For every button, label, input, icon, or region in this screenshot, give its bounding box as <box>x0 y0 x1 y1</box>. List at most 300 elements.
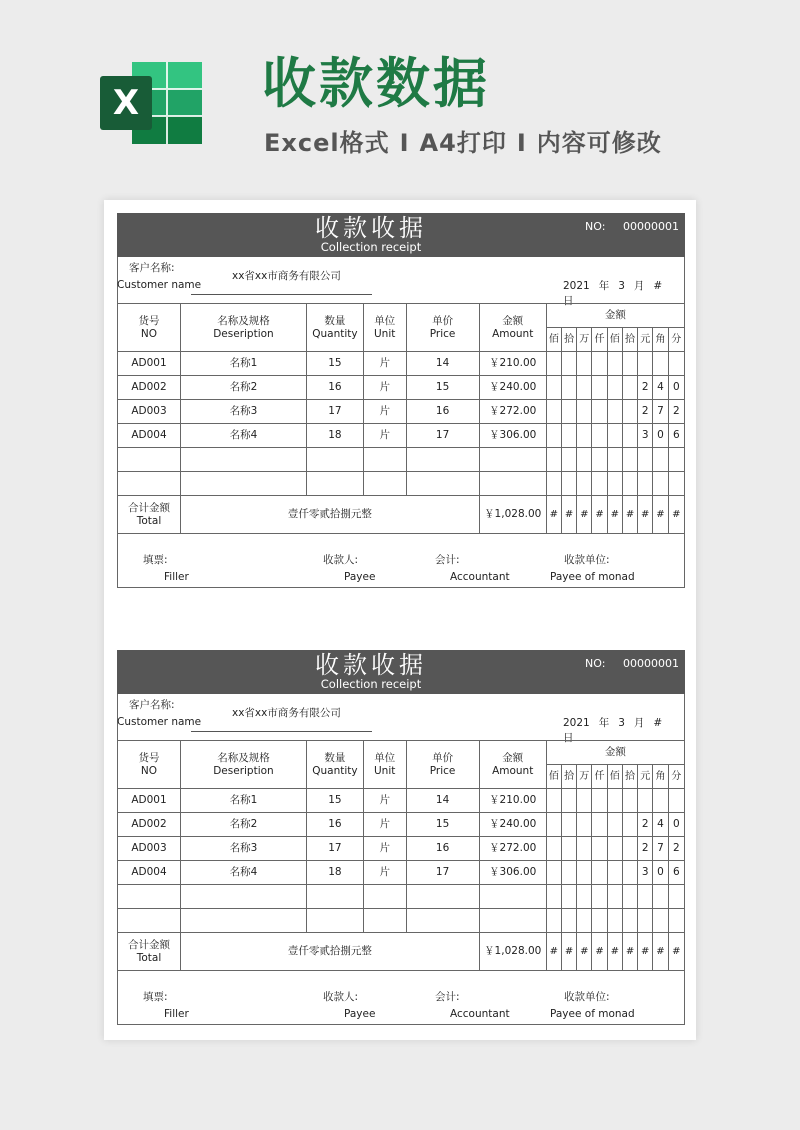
digit-cell[interactable] <box>546 861 561 885</box>
digit-header: 分 <box>668 328 684 352</box>
col-name-header: 名称及规格 Deseription <box>180 304 306 352</box>
digit-cell[interactable] <box>653 352 668 376</box>
empty-cell[interactable] <box>306 909 363 933</box>
excel-logo-icon <box>98 58 208 148</box>
total-digit-cell[interactable]: # <box>592 933 607 971</box>
digit-cell[interactable]: 6 <box>668 861 684 885</box>
item-amount[interactable]: ￥210.00 <box>479 789 546 813</box>
item-quantity[interactable]: 15 <box>306 789 363 813</box>
digit-header: 元 <box>638 765 653 789</box>
empty-cell[interactable] <box>592 909 607 933</box>
date-day-unit: 日 <box>563 732 574 744</box>
total-digit-cell[interactable]: # <box>561 496 576 534</box>
digit-header: 万 <box>577 328 592 352</box>
digit-cell[interactable] <box>546 424 561 448</box>
item-code[interactable]: AD003 <box>118 400 181 424</box>
item-quantity[interactable]: 17 <box>306 400 363 424</box>
empty-row <box>118 448 685 472</box>
customer-label-en: Customer name <box>117 716 202 728</box>
digit-header: 拾 <box>622 328 637 352</box>
col-code-header: 货号 NO <box>118 741 181 789</box>
total-amount[interactable]: ￥1,028.00 <box>479 496 546 534</box>
total-in-words[interactable]: 壹仟零贰拾捌元整 <box>180 496 479 534</box>
digit-cell[interactable] <box>561 352 576 376</box>
customer-name-field[interactable]: xx省xx市商务有限公司 <box>232 707 341 719</box>
digit-cell[interactable]: 2 <box>638 400 653 424</box>
empty-cell[interactable] <box>622 885 637 909</box>
empty-cell[interactable] <box>638 448 653 472</box>
digit-cell[interactable]: 2 <box>668 837 684 861</box>
digit-cell[interactable] <box>622 424 637 448</box>
digit-cell[interactable] <box>668 789 684 813</box>
empty-cell[interactable] <box>561 448 576 472</box>
empty-cell[interactable] <box>306 885 363 909</box>
item-unit[interactable]: 片 <box>363 813 406 837</box>
digit-cell[interactable] <box>622 813 637 837</box>
digit-cell[interactable] <box>638 789 653 813</box>
item-amount[interactable]: ￥272.00 <box>479 837 546 861</box>
item-amount[interactable]: ￥306.00 <box>479 861 546 885</box>
border-bottom <box>117 1024 685 1025</box>
item-quantity[interactable]: 15 <box>306 352 363 376</box>
empty-cell[interactable] <box>638 885 653 909</box>
digit-cell[interactable] <box>592 400 607 424</box>
col-price-header: 单价 Price <box>406 741 479 789</box>
date-month: 3 <box>618 717 625 729</box>
empty-cell[interactable] <box>363 885 406 909</box>
empty-cell[interactable] <box>180 885 306 909</box>
empty-cell[interactable] <box>577 448 592 472</box>
item-price[interactable]: 16 <box>406 400 479 424</box>
col-unit-header: 单位 Unit <box>363 304 406 352</box>
item-name[interactable]: 名称1 <box>180 789 306 813</box>
receipt <box>117 650 685 1025</box>
receipt-no-label: NO: <box>585 657 606 670</box>
empty-cell[interactable] <box>638 909 653 933</box>
signature-label-cn: 收款人: <box>323 554 359 566</box>
digit-cell[interactable] <box>561 861 576 885</box>
total-digit-cell[interactable]: # <box>668 933 684 971</box>
total-label-cn: 合计金额 <box>127 938 170 951</box>
digit-cell[interactable]: 0 <box>653 424 668 448</box>
digit-cell[interactable] <box>622 376 637 400</box>
signature-label-cn: 收款单位: <box>564 554 610 566</box>
digit-cell[interactable] <box>607 400 622 424</box>
item-amount[interactable]: ￥240.00 <box>479 813 546 837</box>
digit-cell[interactable] <box>577 400 592 424</box>
feature-line <box>264 128 662 158</box>
digit-cell[interactable]: 0 <box>668 813 684 837</box>
empty-cell[interactable] <box>607 885 622 909</box>
feature-a4-print: A4打印 <box>419 129 507 157</box>
empty-cell[interactable] <box>607 472 622 496</box>
item-amount[interactable]: ￥306.00 <box>479 424 546 448</box>
digit-cell[interactable] <box>592 352 607 376</box>
total-label <box>118 933 181 971</box>
empty-cell[interactable] <box>653 472 668 496</box>
item-quantity[interactable]: 16 <box>306 813 363 837</box>
signature-label-en: Filler <box>164 1008 189 1020</box>
col-digits-header: 金额 <box>546 741 684 765</box>
digit-cell[interactable] <box>561 424 576 448</box>
receipt-title-en: Collection receipt <box>320 677 422 691</box>
item-amount[interactable]: ￥210.00 <box>479 352 546 376</box>
total-digit-cell[interactable]: # <box>607 496 622 534</box>
receipt-title-cn: 收款收据 <box>315 214 427 242</box>
digit-cell[interactable]: 7 <box>653 400 668 424</box>
date-month-unit: 月 <box>633 280 645 292</box>
col-name-header: 名称及规格 Deseription <box>180 741 306 789</box>
digit-header: 元 <box>638 328 653 352</box>
digit-cell[interactable] <box>577 813 592 837</box>
col-amount-header: 金额 Amount <box>479 304 546 352</box>
item-code[interactable]: AD001 <box>118 789 181 813</box>
empty-cell[interactable] <box>180 909 306 933</box>
item-code[interactable]: AD002 <box>118 376 181 400</box>
empty-cell[interactable] <box>406 472 479 496</box>
empty-cell[interactable] <box>479 909 546 933</box>
total-amount[interactable]: ￥1,028.00 <box>479 933 546 971</box>
item-unit[interactable]: 片 <box>363 352 406 376</box>
signature-label-cn: 会计: <box>435 991 460 1003</box>
date-year: 2021 <box>563 280 590 292</box>
feature-separator: I <box>516 129 527 157</box>
table-row <box>118 376 685 400</box>
empty-cell[interactable] <box>607 909 622 933</box>
digit-header: 拾 <box>561 328 576 352</box>
receipt-title-cn: 收款收据 <box>315 651 427 679</box>
empty-cell[interactable] <box>668 472 684 496</box>
digit-cell[interactable] <box>607 352 622 376</box>
empty-row <box>118 885 685 909</box>
signature-label-cn: 填票: <box>143 991 168 1003</box>
empty-cell[interactable] <box>592 472 607 496</box>
digit-cell[interactable] <box>577 424 592 448</box>
item-quantity[interactable]: 18 <box>306 861 363 885</box>
empty-cell[interactable] <box>406 448 479 472</box>
digit-cell[interactable]: 6 <box>668 424 684 448</box>
digit-cell[interactable] <box>592 813 607 837</box>
signature-label-en: Payee <box>344 1008 376 1020</box>
digit-cell[interactable]: 2 <box>668 400 684 424</box>
empty-cell[interactable] <box>561 885 576 909</box>
digit-header: 角 <box>653 328 668 352</box>
feature-editable: 内容可修改 <box>536 129 662 157</box>
item-price[interactable]: 15 <box>406 376 479 400</box>
table-row <box>118 400 685 424</box>
empty-cell[interactable] <box>479 885 546 909</box>
digit-cell[interactable] <box>577 789 592 813</box>
item-unit[interactable]: 片 <box>363 837 406 861</box>
empty-cell[interactable] <box>479 472 546 496</box>
digit-header: 万 <box>577 765 592 789</box>
empty-cell[interactable] <box>546 909 561 933</box>
digit-cell[interactable] <box>592 789 607 813</box>
item-unit[interactable]: 片 <box>363 424 406 448</box>
customer-label-cn: 客户名称: <box>129 262 175 274</box>
digit-header: 佰 <box>546 328 561 352</box>
table-row <box>118 789 685 813</box>
empty-cell[interactable] <box>406 909 479 933</box>
digit-cell[interactable]: 2 <box>638 813 653 837</box>
digit-cell[interactable] <box>546 352 561 376</box>
digit-cell[interactable] <box>546 376 561 400</box>
digit-cell[interactable] <box>546 837 561 861</box>
item-name[interactable]: 名称3 <box>180 837 306 861</box>
date-day: # <box>653 717 663 729</box>
total-digit-cell[interactable]: # <box>546 933 561 971</box>
empty-cell[interactable] <box>406 885 479 909</box>
empty-row <box>118 909 685 933</box>
total-in-words[interactable]: 壹仟零贰拾捌元整 <box>180 933 479 971</box>
empty-cell[interactable] <box>592 885 607 909</box>
receipt-header <box>117 650 685 694</box>
total-digit-cell[interactable]: # <box>561 933 576 971</box>
digit-cell[interactable]: 3 <box>638 861 653 885</box>
date-day: # <box>653 280 663 292</box>
item-name[interactable]: 名称2 <box>180 813 306 837</box>
digit-cell[interactable]: 0 <box>653 861 668 885</box>
digit-cell[interactable] <box>561 789 576 813</box>
empty-cell[interactable] <box>577 885 592 909</box>
empty-cell[interactable] <box>622 909 637 933</box>
empty-cell[interactable] <box>363 448 406 472</box>
digit-cell[interactable] <box>577 352 592 376</box>
digit-cell[interactable] <box>607 837 622 861</box>
digit-cell[interactable]: 7 <box>653 837 668 861</box>
item-unit[interactable]: 片 <box>363 789 406 813</box>
empty-cell[interactable] <box>668 448 684 472</box>
empty-cell[interactable] <box>561 909 576 933</box>
empty-cell[interactable] <box>577 472 592 496</box>
receipt-header <box>117 213 685 257</box>
items-table <box>117 740 685 971</box>
item-quantity[interactable]: 16 <box>306 376 363 400</box>
empty-cell[interactable] <box>546 448 561 472</box>
item-amount[interactable]: ￥272.00 <box>479 400 546 424</box>
digit-header: 拾 <box>561 765 576 789</box>
item-code[interactable]: AD003 <box>118 837 181 861</box>
table-header-row <box>118 741 685 765</box>
receipt-title-en: Collection receipt <box>320 240 422 254</box>
digit-cell[interactable] <box>561 400 576 424</box>
item-name[interactable]: 名称4 <box>180 861 306 885</box>
digit-cell[interactable] <box>607 789 622 813</box>
item-price[interactable]: 14 <box>406 789 479 813</box>
digit-cell[interactable] <box>577 861 592 885</box>
item-name[interactable]: 名称4 <box>180 424 306 448</box>
empty-cell[interactable] <box>592 448 607 472</box>
digit-cell[interactable] <box>638 352 653 376</box>
digit-cell[interactable] <box>546 400 561 424</box>
receipt-no-value[interactable]: 00000001 <box>623 657 679 670</box>
digit-cell[interactable] <box>622 861 637 885</box>
signature-label-cn: 收款单位: <box>564 991 610 1003</box>
digit-cell[interactable]: 3 <box>638 424 653 448</box>
digit-cell[interactable] <box>546 813 561 837</box>
digit-header: 佰 <box>607 765 622 789</box>
digit-cell[interactable] <box>653 789 668 813</box>
empty-cell[interactable] <box>622 448 637 472</box>
item-code[interactable]: AD002 <box>118 813 181 837</box>
digit-cell[interactable]: 4 <box>653 376 668 400</box>
item-price[interactable]: 14 <box>406 352 479 376</box>
item-unit[interactable]: 片 <box>363 861 406 885</box>
empty-cell[interactable] <box>306 472 363 496</box>
feature-separator: I <box>399 129 410 157</box>
empty-cell[interactable] <box>622 472 637 496</box>
digit-header: 角 <box>653 765 668 789</box>
digit-cell[interactable] <box>622 837 637 861</box>
total-label-en: Total <box>136 951 162 964</box>
empty-cell[interactable] <box>546 885 561 909</box>
digit-cell[interactable] <box>607 376 622 400</box>
item-unit[interactable]: 片 <box>363 400 406 424</box>
table-header-row <box>118 304 685 328</box>
digit-cell[interactable] <box>622 352 637 376</box>
col-digits-header: 金额 <box>546 304 684 328</box>
empty-cell[interactable] <box>638 472 653 496</box>
banner <box>0 0 800 200</box>
total-digit-cell[interactable]: # <box>577 933 592 971</box>
item-code[interactable]: AD001 <box>118 352 181 376</box>
table-row <box>118 837 685 861</box>
empty-cell[interactable] <box>306 448 363 472</box>
date-month-unit: 月 <box>633 717 645 729</box>
digit-header: 仟 <box>592 328 607 352</box>
digit-cell[interactable] <box>592 376 607 400</box>
total-digit-cell[interactable]: # <box>592 496 607 534</box>
col-amount-header: 金额 Amount <box>479 741 546 789</box>
total-row <box>118 496 685 534</box>
digit-cell[interactable]: 4 <box>653 813 668 837</box>
empty-cell[interactable] <box>577 909 592 933</box>
customer-label-en: Customer name <box>117 279 202 291</box>
digit-cell[interactable] <box>561 376 576 400</box>
digit-cell[interactable] <box>577 837 592 861</box>
date-year: 2021 <box>563 717 590 729</box>
empty-cell[interactable] <box>363 909 406 933</box>
item-quantity[interactable]: 17 <box>306 837 363 861</box>
total-digit-cell[interactable]: # <box>653 496 668 534</box>
item-amount[interactable]: ￥240.00 <box>479 376 546 400</box>
receipt-sheet <box>104 200 696 1040</box>
date-year-unit: 年 <box>598 280 610 292</box>
empty-cell[interactable] <box>180 472 306 496</box>
item-price[interactable]: 17 <box>406 424 479 448</box>
item-price[interactable]: 17 <box>406 861 479 885</box>
total-row <box>118 933 685 971</box>
empty-cell[interactable] <box>118 885 181 909</box>
digit-header: 分 <box>668 765 684 789</box>
digit-cell[interactable] <box>561 813 576 837</box>
total-digit-cell[interactable]: # <box>638 496 653 534</box>
empty-cell[interactable] <box>561 472 576 496</box>
signature-label-cn: 填票: <box>143 554 168 566</box>
empty-cell[interactable] <box>653 448 668 472</box>
empty-cell[interactable] <box>607 448 622 472</box>
empty-cell[interactable] <box>668 885 684 909</box>
digit-cell[interactable] <box>577 376 592 400</box>
receipt <box>117 213 685 588</box>
total-digit-cell[interactable]: # <box>546 496 561 534</box>
digit-cell[interactable] <box>607 861 622 885</box>
digit-cell[interactable] <box>561 837 576 861</box>
item-name[interactable]: 名称1 <box>180 352 306 376</box>
total-digit-cell[interactable]: # <box>607 933 622 971</box>
signature-label-en: Payee of monad <box>550 1008 635 1020</box>
digit-cell[interactable]: 0 <box>668 376 684 400</box>
empty-cell[interactable] <box>653 885 668 909</box>
empty-cell[interactable] <box>668 909 684 933</box>
signature-label-en: Accountant <box>450 1008 510 1020</box>
item-price[interactable]: 15 <box>406 813 479 837</box>
total-digit-cell[interactable]: # <box>638 933 653 971</box>
empty-cell[interactable] <box>546 472 561 496</box>
signature-label-cn: 收款人: <box>323 991 359 1003</box>
empty-cell[interactable] <box>363 472 406 496</box>
signature-label-en: Payee <box>344 571 376 583</box>
customer-underline <box>191 731 372 732</box>
total-label-cn: 合计金额 <box>127 501 170 514</box>
item-code[interactable]: AD004 <box>118 424 181 448</box>
item-name[interactable]: 名称3 <box>180 400 306 424</box>
digit-cell[interactable] <box>592 861 607 885</box>
signature-label-en: Filler <box>164 571 189 583</box>
item-price[interactable]: 16 <box>406 837 479 861</box>
item-unit[interactable]: 片 <box>363 376 406 400</box>
col-unit-header: 单位 Unit <box>363 741 406 789</box>
customer-name-field[interactable]: xx省xx市商务有限公司 <box>232 270 341 282</box>
total-digit-cell[interactable]: # <box>577 496 592 534</box>
digit-cell[interactable] <box>607 424 622 448</box>
receipt-no-label: NO: <box>585 220 606 233</box>
item-quantity[interactable]: 18 <box>306 424 363 448</box>
empty-cell[interactable] <box>479 448 546 472</box>
excel-logo-letter: X <box>112 83 140 123</box>
empty-cell[interactable] <box>653 909 668 933</box>
empty-cell[interactable] <box>118 909 181 933</box>
digit-cell[interactable] <box>622 400 637 424</box>
digit-cell[interactable] <box>668 352 684 376</box>
digit-cell[interactable]: 2 <box>638 376 653 400</box>
item-code[interactable]: AD004 <box>118 861 181 885</box>
date-day-unit: 日 <box>563 295 574 307</box>
digit-cell[interactable] <box>592 424 607 448</box>
empty-row <box>118 472 685 496</box>
receipt-no-value[interactable]: 00000001 <box>623 220 679 233</box>
digit-cell[interactable]: 2 <box>638 837 653 861</box>
digit-cell[interactable] <box>622 789 637 813</box>
total-digit-cell[interactable]: # <box>622 496 637 534</box>
digit-cell[interactable] <box>592 837 607 861</box>
empty-cell[interactable] <box>118 448 181 472</box>
col-quantity-header: 数量 Quantity <box>306 741 363 789</box>
item-name[interactable]: 名称2 <box>180 376 306 400</box>
empty-cell[interactable] <box>180 448 306 472</box>
date-month: 3 <box>618 280 625 292</box>
empty-cell[interactable] <box>118 472 181 496</box>
table-row <box>118 424 685 448</box>
digit-header: 佰 <box>546 765 561 789</box>
total-digit-cell[interactable]: # <box>653 933 668 971</box>
digit-cell[interactable] <box>546 789 561 813</box>
total-digit-cell[interactable]: # <box>668 496 684 534</box>
items-table <box>117 303 685 534</box>
total-digit-cell[interactable]: # <box>622 933 637 971</box>
customer-label-cn: 客户名称: <box>129 699 175 711</box>
digit-cell[interactable] <box>607 813 622 837</box>
